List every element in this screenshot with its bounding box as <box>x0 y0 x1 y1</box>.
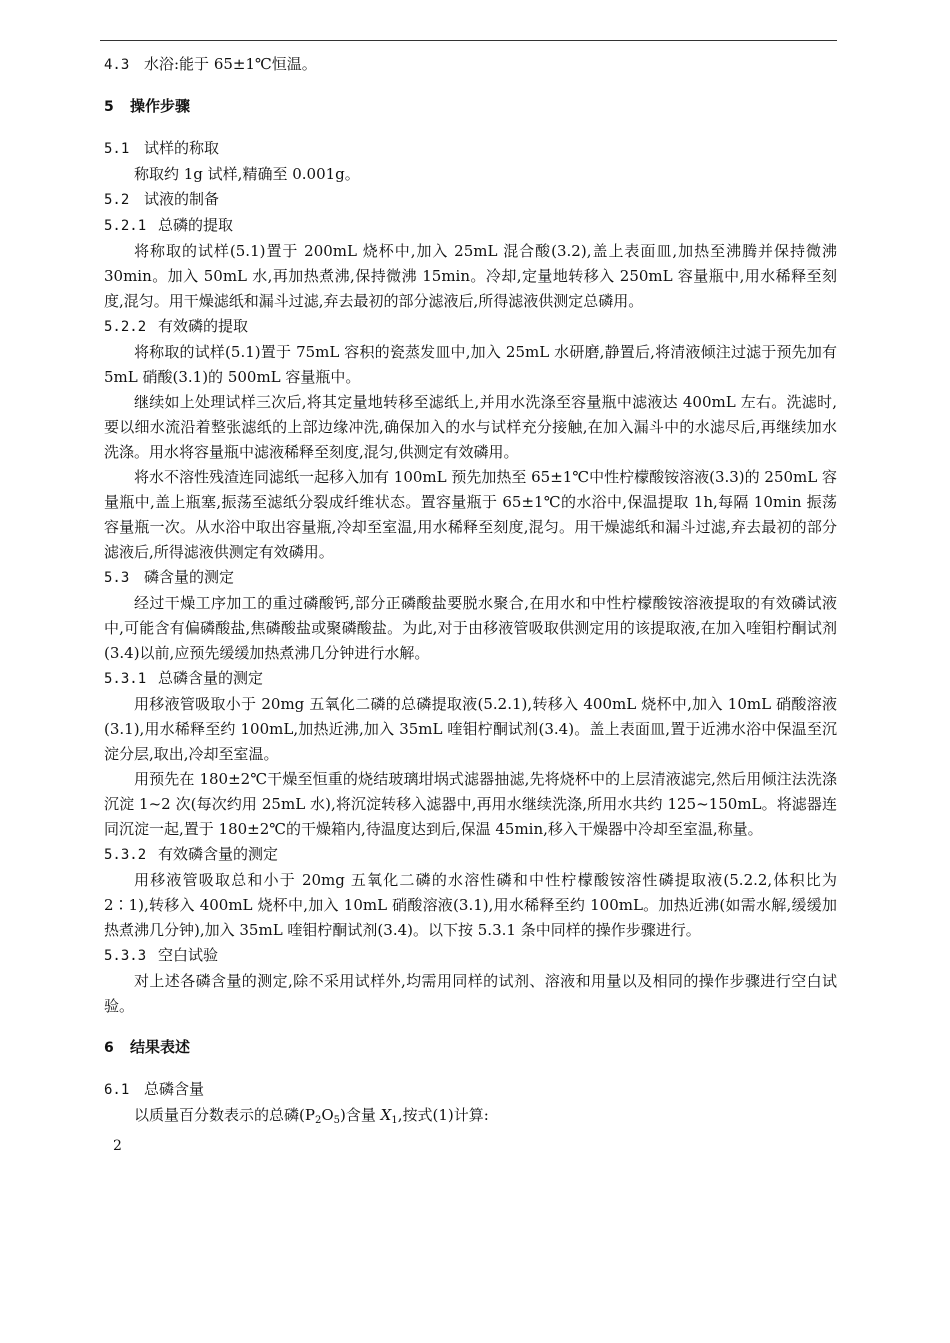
clause-5-3-heading <box>104 565 837 591</box>
clause-5-1-heading <box>104 136 837 162</box>
paragraph: 对上述各磷含量的测定,除不采用试样外,均需用同样的试剂、溶液和用量以及相同的操作步骤进行空白试验。 <box>104 972 837 1015</box>
clause-number: 5.2 <box>104 192 130 208</box>
page-number: 2 <box>113 1138 122 1154</box>
clause-5-2-2-heading <box>104 314 837 340</box>
clause-title: 有效磷的提取 <box>158 317 249 335</box>
document-body <box>104 52 837 1133</box>
clause-title: 试样的称取 <box>144 139 220 157</box>
clause-5-2-heading <box>104 187 837 213</box>
clause-number: 4.3 <box>104 57 130 73</box>
clause-number: 5.3.2 <box>104 847 147 863</box>
text-run: )含量 <box>340 1106 381 1124</box>
clause-text: 水浴:能于 65±1℃恒温。 <box>144 55 317 73</box>
clause-number: 5.3.1 <box>104 671 147 687</box>
clause-4-3 <box>104 52 837 78</box>
clause-5-3-2-heading <box>104 842 837 868</box>
section-number: 5 <box>104 99 114 115</box>
clause-title: 试液的制备 <box>144 190 220 208</box>
section-number: 6 <box>104 1040 114 1056</box>
paragraph: 称取约 1g 试样,精确至 0.001g。 <box>134 165 360 183</box>
formula-subscript: 2 <box>314 1115 322 1126</box>
paragraph: 继续如上处理试样三次后,将其定量地转移至滤纸上,并用水洗涤至容量瓶中滤液达 400mL 左右。洗滤时,要以细水流沿着整张滤纸的上部边缘冲洗,确保加入的水与试样充分接触,在加入漏斗中的水滤尽后,再继续加水洗涤。用水将容量瓶中滤液稀释至刻度,混匀,供测定有效磷用。 <box>104 393 837 461</box>
clause-title: 总磷的提取 <box>158 216 234 234</box>
paragraph: 用移液管吸取总和小于 20mg 五氧化二磷的水溶性磷和中性柠檬酸铵溶性磷提取液(5.2.2,体积比为 2∶1),转移入 400mL 烧杯中,加入 10mL 硝酸溶液(3.1),用水稀释至约 100mL。加热近沸(如需水解,缓缓加热煮沸几分钟),加入 35mL 喹钼柠酮试剂(3.4)。以下按 5.3.1 条中同样的操作步骤进行。 <box>104 871 837 939</box>
clause-number: 6.1 <box>104 1082 130 1098</box>
clause-5-3-3-heading <box>104 943 837 969</box>
formula-p: P <box>304 1106 315 1124</box>
variable-x: X <box>380 1106 392 1124</box>
clause-5-3-1-heading <box>104 666 837 692</box>
paragraph: 用移液管吸取小于 20mg 五氧化二磷的总磷提取液(5.2.1),转移入 400mL 烧杯中,加入 10mL 硝酸溶液(3.1),用水稀释至约 100mL,加热近沸,加入 35mL 喹钼柠酮试剂(3.4)。盖上表面皿,置于近沸水浴中保温至沉淀分层,取出,冷却至室温。 <box>104 695 837 763</box>
clause-title: 总磷含量 <box>144 1080 205 1098</box>
formula-subscript: 5 <box>333 1115 341 1126</box>
clause-number: 5.1 <box>104 141 130 157</box>
paragraph-total-phosphorus <box>104 1103 837 1133</box>
clause-number: 5.3.3 <box>104 948 147 964</box>
paragraph: 经过干燥工序加工的重过磷酸钙,部分正磷酸盐要脱水聚合,在用水和中性柠檬酸铵溶液提取的有效磷试液中,可能含有偏磷酸盐,焦磷酸盐或聚磷酸盐。为此,对于由移液管吸取供测定用的该提取液,在加入喹钼柠酮试剂(3.4)以前,应预先缓缓加热煮沸几分钟进行水解。 <box>104 594 837 662</box>
paragraph: 将称取的试样(5.1)置于 200mL 烧杯中,加入 25mL 混合酸(3.2),盖上表面皿,加热至沸腾并保持微沸 30min。加入 50mL 水,再加热煮沸,保持微沸 15min。冷却,定量地转移入 250mL 容量瓶中,用水稀释至刻度,混匀。用干燥滤纸和漏斗过滤,弃去最初的部分滤液后,所得滤液供测定总磷用。 <box>104 242 837 310</box>
formula-o: O <box>321 1106 334 1124</box>
text-run: ,按式(1)计算: <box>397 1106 489 1124</box>
paragraph: 用预先在 180±2℃干燥至恒重的烧结玻璃坩埚式滤器抽滤,先将烧杯中的上层清液滤完,然后用倾注法洗涤沉淀 1~2 次(每次约用 25mL 水),将沉淀转移入滤器中,再用水继续洗涤,所用水共约 125~150mL。将滤器连同沉淀一起,置于 180±2℃的干燥箱内,待温度达到后,保温 45min,移入干燥器中冷却至室温,称量。 <box>104 770 837 838</box>
clause-title: 总磷含量的测定 <box>158 669 264 687</box>
clause-title: 有效磷含量的测定 <box>158 845 279 863</box>
clause-number: 5.2.2 <box>104 319 147 335</box>
clause-title: 空白试验 <box>158 946 219 964</box>
variable-subscript: 1 <box>391 1115 398 1126</box>
section-title: 操作步骤 <box>130 97 191 115</box>
section-6-heading <box>104 1035 837 1061</box>
section-5-heading <box>104 94 837 120</box>
clause-6-1-heading <box>104 1077 837 1103</box>
clause-5-2-1-heading <box>104 213 837 239</box>
text-run: 以质量百分数表示的总磷( <box>134 1106 305 1124</box>
clause-number: 5.3 <box>104 570 130 586</box>
section-title: 结果表述 <box>130 1038 191 1056</box>
header-rule <box>100 40 837 41</box>
clause-number: 5.2.1 <box>104 218 147 234</box>
paragraph: 将称取的试样(5.1)置于 75mL 容积的瓷蒸发皿中,加入 25mL 水研磨,静置后,将清液倾注过滤于预先加有 5mL 硝酸(3.1)的 500mL 容量瓶中。 <box>104 343 837 386</box>
clause-title: 磷含量的测定 <box>144 568 235 586</box>
paragraph: 将水不溶性残渣连同滤纸一起移入加有 100mL 预先加热至 65±1℃中性柠檬酸铵溶液(3.3)的 250mL 容量瓶中,盖上瓶塞,振荡至滤纸分裂成纤维状态。置容量瓶于 65±1℃的水浴中,保温提取 1h,每隔 10min 振荡容量瓶一次。从水浴中取出容量瓶,冷却至室温,用水稀释至刻度,混匀。用干燥滤纸和漏斗过滤,弃去最初的部分滤液后,所得滤液供测定有效磷用。 <box>104 468 838 561</box>
